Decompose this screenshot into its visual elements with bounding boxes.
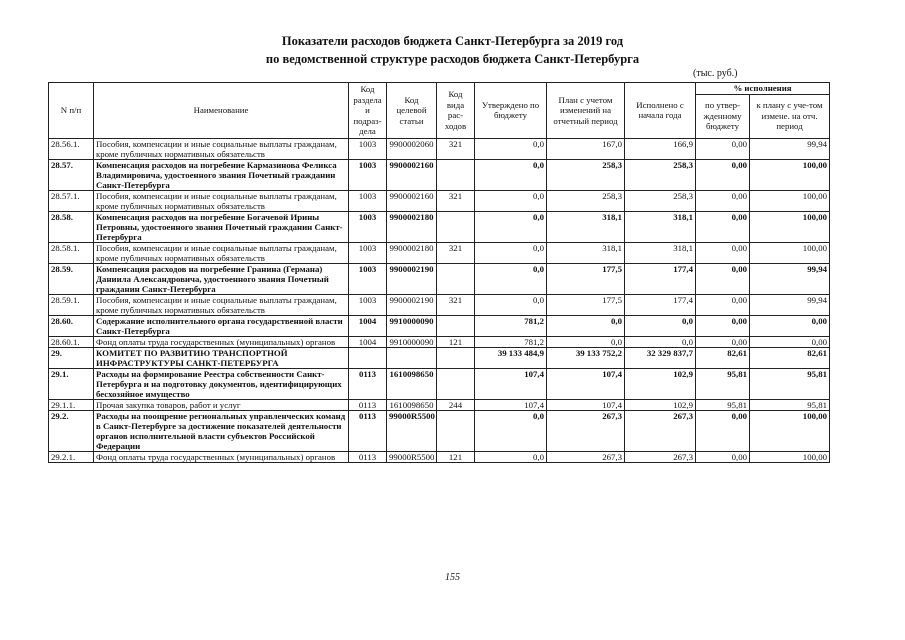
cell-type: 121 (437, 451, 475, 462)
cell-section: 1003 (349, 159, 387, 190)
header-plan: План с учетом изменений на отчетный период (547, 83, 625, 139)
cell-target: 9910000090 (387, 336, 437, 347)
cell-approved: 781,2 (475, 336, 547, 347)
cell-executed: 102,9 (625, 399, 696, 410)
cell-name: Содержание исполнительного органа государственной власти Санкт-Петербурга (94, 315, 349, 336)
cell-type: 121 (437, 336, 475, 347)
cell-plan: 267,3 (547, 410, 625, 451)
cell-pct-approved: 0,00 (696, 242, 750, 263)
cell-name: Пособия, компенсации и иные социальные выплаты гражданам, кроме публичных нормативных обязательств (94, 138, 349, 159)
cell-num: 28.57.1. (49, 190, 94, 211)
cell-pct-approved: 0,00 (696, 211, 750, 242)
table-row (49, 138, 830, 159)
cell-plan: 318,1 (547, 242, 625, 263)
page-number: 155 (445, 572, 460, 583)
cell-type (437, 347, 475, 368)
cell-num: 28.59.1. (49, 294, 94, 315)
cell-num: 28.58. (49, 211, 94, 242)
cell-section: 1003 (349, 138, 387, 159)
cell-pct-plan: 99,94 (750, 138, 830, 159)
cell-approved: 0,0 (475, 138, 547, 159)
cell-plan: 177,5 (547, 263, 625, 294)
cell-approved: 107,4 (475, 399, 547, 410)
cell-target: 99000R5500 (387, 410, 437, 451)
cell-pct-plan: 100,00 (750, 410, 830, 451)
header-target: Код целевой статьи (387, 83, 437, 139)
cell-pct-plan: 100,00 (750, 451, 830, 462)
cell-target: 9900002060 (387, 138, 437, 159)
table-body (49, 138, 830, 462)
units-label: (тыс. руб.) (693, 68, 738, 79)
cell-name: Прочая закупка товаров, работ и услуг (94, 399, 349, 410)
cell-target: 9900002190 (387, 294, 437, 315)
cell-pct-plan: 99,94 (750, 263, 830, 294)
cell-approved: 39 133 484,9 (475, 347, 547, 368)
cell-pct-approved: 0,00 (696, 294, 750, 315)
cell-approved: 0,0 (475, 294, 547, 315)
budget-table (48, 82, 830, 463)
cell-name: Фонд оплаты труда государственных (муниципальных) органов (94, 451, 349, 462)
header-approved: Утверждено по бюджету (475, 83, 547, 139)
cell-section (349, 347, 387, 368)
table-row (49, 399, 830, 410)
cell-num: 28.59. (49, 263, 94, 294)
cell-num: 28.56.1. (49, 138, 94, 159)
table-row (49, 294, 830, 315)
table-row (49, 347, 830, 368)
cell-num: 28.60.1. (49, 336, 94, 347)
cell-type: 321 (437, 242, 475, 263)
cell-name: Компенсация расходов на погребение Гранина (Германа) Даниила Александровича, удостоенного звания Почетный гражданин Санкт-Петербурга (94, 263, 349, 294)
cell-pct-approved: 95,81 (696, 399, 750, 410)
cell-pct-plan: 100,00 (750, 211, 830, 242)
cell-type: 244 (437, 399, 475, 410)
header-name: Наименование (94, 83, 349, 139)
cell-pct-plan: 95,81 (750, 368, 830, 399)
cell-plan: 258,3 (547, 159, 625, 190)
cell-approved: 107,4 (475, 368, 547, 399)
cell-pct-approved: 0,00 (696, 263, 750, 294)
cell-pct-plan: 100,00 (750, 242, 830, 263)
cell-pct-approved: 0,00 (696, 190, 750, 211)
cell-pct-plan: 99,94 (750, 294, 830, 315)
cell-section: 1003 (349, 263, 387, 294)
cell-target: 1610098650 (387, 399, 437, 410)
cell-plan: 0,0 (547, 336, 625, 347)
cell-target: 9900002180 (387, 211, 437, 242)
cell-pct-plan: 0,00 (750, 336, 830, 347)
cell-executed: 258,3 (625, 190, 696, 211)
cell-type (437, 315, 475, 336)
cell-pct-plan: 100,00 (750, 190, 830, 211)
cell-type (437, 410, 475, 451)
cell-pct-approved: 82,61 (696, 347, 750, 368)
cell-target (387, 347, 437, 368)
cell-num: 29.2.1. (49, 451, 94, 462)
cell-pct-approved: 0,00 (696, 451, 750, 462)
cell-num: 28.58.1. (49, 242, 94, 263)
cell-plan: 318,1 (547, 211, 625, 242)
table-row (49, 211, 830, 242)
page-subtitle: по ведомственной структуре расходов бюджета Санкт-Петербурга (265, 52, 640, 66)
table-row (49, 368, 830, 399)
table-row (49, 336, 830, 347)
cell-name: Расходы на поощрение региональных управленческих команд в Санкт-Петербурге за достижение показателей деятельности органов исполнительной власти субъектов Российской Федерации (94, 410, 349, 451)
cell-approved: 0,0 (475, 159, 547, 190)
cell-executed: 267,3 (625, 451, 696, 462)
cell-target: 9900002180 (387, 242, 437, 263)
table-row (49, 159, 830, 190)
cell-target: 99000R5500 (387, 451, 437, 462)
cell-target: 9900002160 (387, 159, 437, 190)
cell-pct-approved: 0,00 (696, 159, 750, 190)
cell-type: 321 (437, 294, 475, 315)
cell-executed: 32 329 837,7 (625, 347, 696, 368)
table-row (49, 190, 830, 211)
cell-plan: 107,4 (547, 399, 625, 410)
cell-pct-plan: 82,61 (750, 347, 830, 368)
cell-num: 28.57. (49, 159, 94, 190)
table-row (49, 315, 830, 336)
cell-executed: 166,9 (625, 138, 696, 159)
header-pct-group: % исполнения (696, 83, 830, 95)
cell-plan: 0,0 (547, 315, 625, 336)
cell-name: Расходы на формирование Реестра собственности Санкт-Петербурга и на подготовку документов, идентифицирующих бесхозяйное имущество (94, 368, 349, 399)
cell-num: 29.2. (49, 410, 94, 451)
cell-approved: 781,2 (475, 315, 547, 336)
cell-approved: 0,0 (475, 451, 547, 462)
cell-target: 9900002160 (387, 190, 437, 211)
cell-executed: 258,3 (625, 159, 696, 190)
header-pct-plan: к плану с уче-том измене. на отч. период (750, 94, 830, 138)
cell-section: 1003 (349, 190, 387, 211)
cell-plan: 267,3 (547, 451, 625, 462)
table-row (49, 242, 830, 263)
cell-executed: 177,4 (625, 294, 696, 315)
cell-name: Компенсация расходов на погребение Богачевой Ирины Петровны, удостоенного звания Почетный гражданин Санкт-Петербурга (94, 211, 349, 242)
cell-type (437, 263, 475, 294)
cell-type (437, 211, 475, 242)
cell-name: Пособия, компенсации и иные социальные выплаты гражданам, кроме публичных нормативных обязательств (94, 190, 349, 211)
cell-type (437, 368, 475, 399)
cell-executed: 0,0 (625, 315, 696, 336)
cell-target: 9910000090 (387, 315, 437, 336)
cell-plan: 107,4 (547, 368, 625, 399)
cell-section: 0113 (349, 399, 387, 410)
cell-section: 0113 (349, 368, 387, 399)
cell-name: Пособия, компенсации и иные социальные выплаты гражданам, кроме публичных нормативных обязательств (94, 294, 349, 315)
cell-num: 29.1.1. (49, 399, 94, 410)
cell-section: 0113 (349, 451, 387, 462)
cell-pct-approved: 0,00 (696, 336, 750, 347)
cell-section: 1004 (349, 315, 387, 336)
table-row (49, 263, 830, 294)
cell-name: Компенсация расходов на погребение Кармазинова Феликса Владимировича, удостоенного звания Почетный гражданин Санкт-Петербурга (94, 159, 349, 190)
cell-target: 1610098650 (387, 368, 437, 399)
cell-num: 29. (49, 347, 94, 368)
cell-plan: 177,5 (547, 294, 625, 315)
cell-section: 1003 (349, 211, 387, 242)
cell-executed: 177,4 (625, 263, 696, 294)
cell-plan: 167,0 (547, 138, 625, 159)
cell-approved: 0,0 (475, 410, 547, 451)
cell-name: Пособия, компенсации и иные социальные выплаты гражданам, кроме публичных нормативных обязательств (94, 242, 349, 263)
cell-target: 9900002190 (387, 263, 437, 294)
cell-section: 1003 (349, 242, 387, 263)
header-pct-approved: по утвер-жденному бюджету (696, 94, 750, 138)
cell-section: 0113 (349, 410, 387, 451)
cell-approved: 0,0 (475, 263, 547, 294)
cell-approved: 0,0 (475, 211, 547, 242)
cell-pct-approved: 0,00 (696, 410, 750, 451)
cell-approved: 0,0 (475, 190, 547, 211)
cell-section: 1004 (349, 336, 387, 347)
header-type: Код вида рас-ходов (437, 83, 475, 139)
cell-pct-approved: 95,81 (696, 368, 750, 399)
cell-type: 321 (437, 138, 475, 159)
cell-num: 29.1. (49, 368, 94, 399)
cell-executed: 0,0 (625, 336, 696, 347)
cell-pct-approved: 0,00 (696, 315, 750, 336)
cell-pct-plan: 100,00 (750, 159, 830, 190)
header-executed: Исполнено с начала года (625, 83, 696, 139)
header-num: N п/п (49, 83, 94, 139)
cell-section: 1003 (349, 294, 387, 315)
cell-name: Фонд оплаты труда государственных (муниципальных) органов (94, 336, 349, 347)
header-section: Код раздела и подраз-дела (349, 83, 387, 139)
cell-type (437, 159, 475, 190)
cell-pct-plan: 95,81 (750, 399, 830, 410)
cell-type: 321 (437, 190, 475, 211)
cell-executed: 267,3 (625, 410, 696, 451)
cell-approved: 0,0 (475, 242, 547, 263)
cell-pct-plan: 0,00 (750, 315, 830, 336)
cell-pct-approved: 0,00 (696, 138, 750, 159)
cell-plan: 39 133 752,2 (547, 347, 625, 368)
table-row (49, 410, 830, 451)
cell-executed: 318,1 (625, 242, 696, 263)
cell-name: КОМИТЕТ ПО РАЗВИТИЮ ТРАНСПОРТНОЙ ИНФРАСТРУКТУРЫ САНКТ-ПЕТЕРБУРГА (94, 347, 349, 368)
cell-executed: 102,9 (625, 368, 696, 399)
cell-executed: 318,1 (625, 211, 696, 242)
table-row (49, 451, 830, 462)
page-title: Показатели расходов бюджета Санкт-Петербурга за 2019 год (281, 34, 624, 48)
cell-plan: 258,3 (547, 190, 625, 211)
cell-num: 28.60. (49, 315, 94, 336)
